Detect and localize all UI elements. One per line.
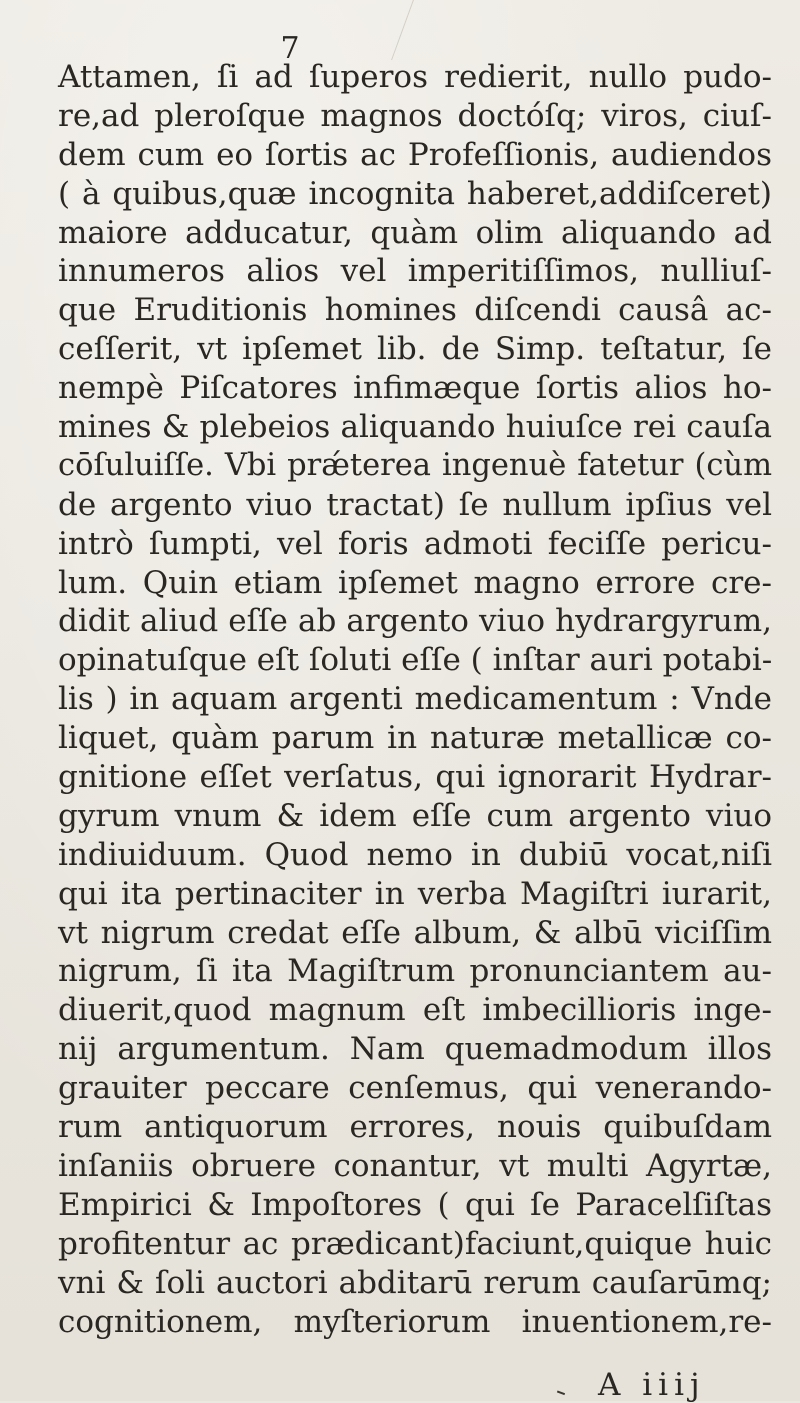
text-line: cognitionem, myſteriorum inuentionem,re- [58,1303,772,1340]
text-line: re,ad pleroſque magnos doctóſq; viros, ciuſ- [58,97,772,134]
text-line: liquet, quàm parum in naturæ metallicæ co- [58,720,772,757]
text-line: dem cum eo ſortis ac Profeſſionis, audiendos [58,136,772,173]
text-line: inſaniis obruere conantur, vt multi Agyrtæ, [58,1147,772,1184]
text-line: vt nigrum credat eſſe album, & albū viciſſim [58,914,772,951]
text-line: ( à quibus,quæ incognita haberet,addiſceret) [58,175,772,212]
text-line: Empirici & Impoſtores ( qui ſe Paracelſiſtas [58,1186,772,1223]
text-line: ceſſerit, vt ipſemet lib. de Simp. teſtatur, ſe [58,331,772,368]
text-line: que Eruditionis homines diſcendi causâ ac- [58,292,772,329]
text-line: rum antiquorum errores, nouis quibuſdam [58,1109,772,1146]
text-line: didit aliud eſſe ab argento viuo hydrargyrum, [58,603,772,640]
text-line: mines & plebeios aliquando huiuſce rei cauſa [58,409,772,446]
text-line: cōſuluiſſe. Vbi prǽterea ingenuè fatetur (cùm [58,447,772,483]
text-line: nigrum, ſi ita Magiſtrum pronunciantem au- [58,953,772,990]
body-text [58,58,772,1341]
signature-mark: A iiij [598,1367,706,1403]
text-line: indiuiduum. Quod nemo in dubiū vocat,niſi [58,836,772,873]
text-line: de argento viuo tractat) ſe nullum ipſius vel [58,486,772,523]
text-line: lum. Quin etiam ipſemet magno errore cre- [58,564,772,601]
text-line: innumeros alios vel imperitiſſimos, nulliuſ- [58,253,772,290]
text-line: gnitione eſſet verſatus, qui ignorarit Hydrar- [58,759,772,796]
text-line: nempè Piſcatores infimæque ſortis alios ho- [58,370,772,407]
ink-mark [557,1385,567,1395]
text-line: intrò ſumpti, vel foris admoti feciſſe pericu- [58,525,772,562]
text-line: diuerit,quod magnum eſt imbecillioris inge- [58,992,772,1029]
text-line: nij argumentum. Nam quemadmodum illos [58,1031,772,1068]
page-number: 7 [280,31,300,66]
text-line: maiore adducatur, quàm olim aliquando ad [58,214,772,251]
text-line: grauiter peccare cenſemus, qui venerando- [58,1070,772,1107]
text-line: gyrum vnum & idem eſſe cum argento viuo [58,797,772,834]
text-line: opinatuſque eſt ſoluti eſſe ( inſtar auri potabi- [58,642,773,679]
text-line: profitentur ac prædicant)faciunt,quique huic [58,1225,772,1262]
text-line: Attamen, ſi ad ſuperos redierit, nullo pudo- [58,59,772,95]
text-line: qui ita pertinaciter in verba Magiſtri iurarit, [58,875,772,912]
text-line: lis ) in aquam argenti medicamentum : Vnde [58,681,772,718]
text-line: vni & ſoli auctori abditarū rerum cauſarūmq; [58,1264,772,1301]
